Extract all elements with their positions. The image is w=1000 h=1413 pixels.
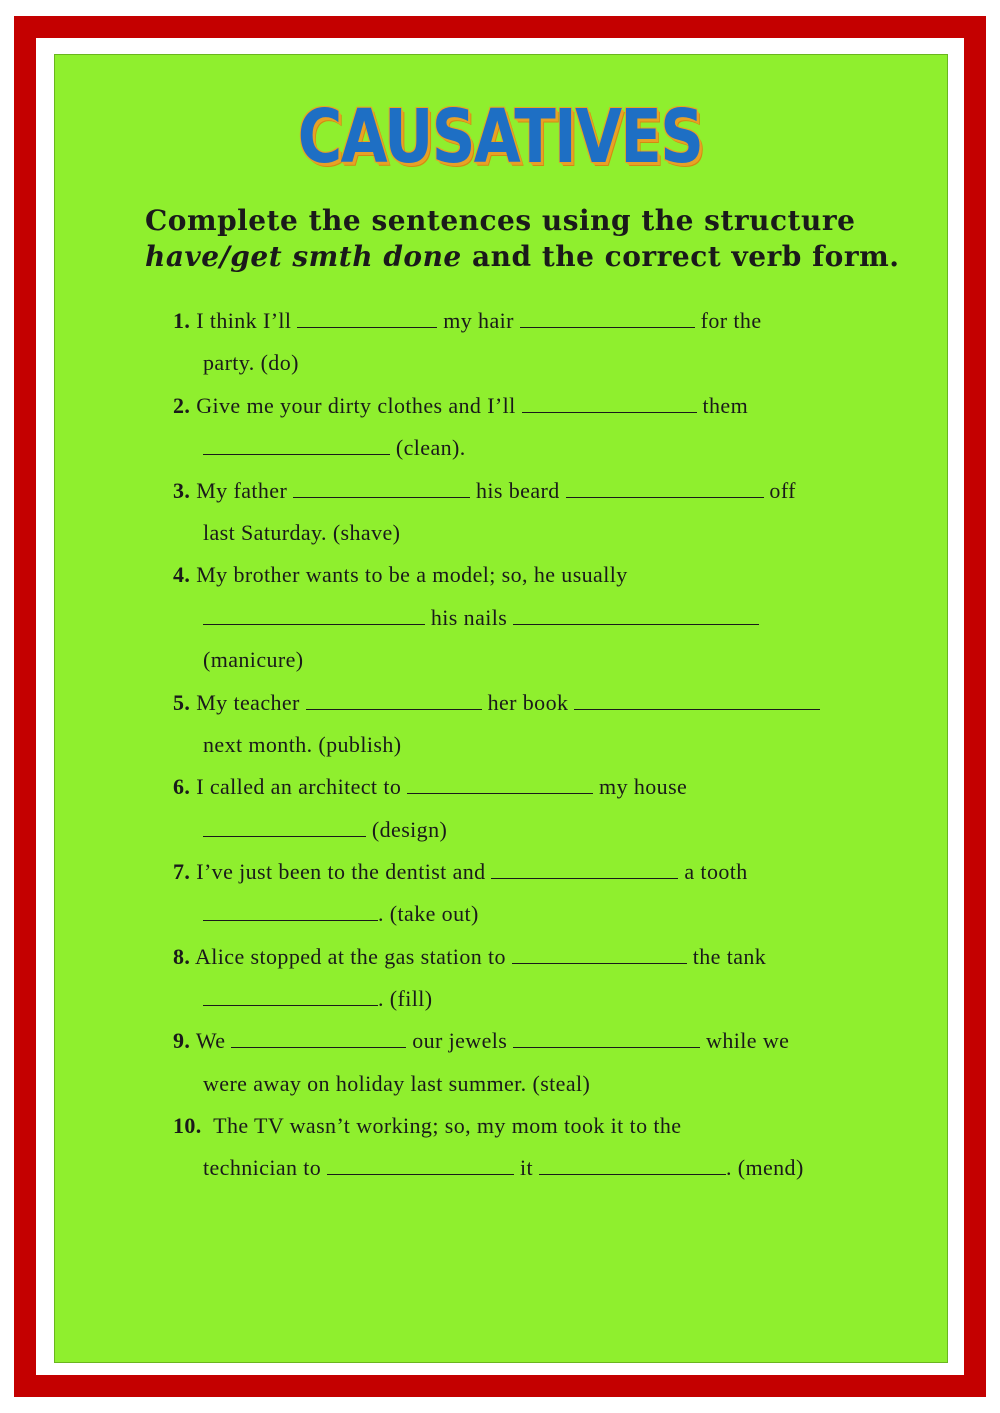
exercise-4-line-3 xyxy=(203,646,304,674)
exercise-number: 9. xyxy=(173,1028,191,1053)
exercise-3-line-1 xyxy=(173,477,796,505)
exercise-10-line-2 xyxy=(203,1154,804,1182)
exercise-4-line-2 xyxy=(203,604,759,632)
answer-blank[interactable] xyxy=(306,689,482,710)
exercise-number: 1. xyxy=(173,308,191,333)
answer-blank[interactable] xyxy=(327,1154,514,1175)
answer-blank[interactable] xyxy=(203,985,378,1006)
exercise-text: I called an architect to xyxy=(190,774,408,799)
exercise-text: my hair xyxy=(437,308,520,333)
exercise-number: 2. xyxy=(173,393,191,418)
instructions-line-1: Complete the sentences using the structure xyxy=(145,204,856,237)
exercise-2-line-2 xyxy=(203,434,466,462)
answer-blank[interactable] xyxy=(566,477,764,498)
exercise-text: . (take out) xyxy=(378,901,479,926)
instructions-structure: have/get smth done xyxy=(145,240,462,273)
answer-blank[interactable] xyxy=(512,943,687,964)
exercise-text: off xyxy=(763,478,796,503)
exercise-1-line-1 xyxy=(173,307,762,335)
exercise-text: My father xyxy=(190,478,294,503)
exercise-text: Alice stopped at the gas station to xyxy=(190,944,512,969)
answer-blank[interactable] xyxy=(407,773,593,794)
answer-blank[interactable] xyxy=(539,1154,726,1175)
instructions xyxy=(145,203,905,275)
exercise-number: 7. xyxy=(173,859,191,884)
exercise-text: his beard xyxy=(470,478,566,503)
exercise-2-line-1 xyxy=(173,392,748,420)
exercise-text: last Saturday. (shave) xyxy=(203,520,401,545)
exercise-7-line-2 xyxy=(203,900,479,928)
exercise-text: party. (do) xyxy=(203,350,299,375)
exercise-number: 6. xyxy=(173,774,191,799)
answer-blank[interactable] xyxy=(203,816,366,837)
exercise-number: 4. xyxy=(173,562,191,587)
answer-blank[interactable] xyxy=(574,689,820,710)
exercise-text: a tooth xyxy=(678,859,748,884)
exercise-text: her book xyxy=(481,690,575,715)
exercise-number: 10. xyxy=(173,1113,202,1138)
answer-blank[interactable] xyxy=(203,434,390,455)
exercise-6-line-1 xyxy=(173,773,687,801)
instructions-rest: and the correct verb form. xyxy=(461,240,900,273)
exercise-1-line-2 xyxy=(203,349,299,377)
instructions-line-2 xyxy=(145,239,905,275)
exercise-text: My brother wants to be a model; so, he usually xyxy=(190,562,628,587)
exercise-text: . (fill) xyxy=(378,986,433,1011)
exercise-text: our jewels xyxy=(406,1028,514,1053)
exercise-text: for the xyxy=(694,308,762,333)
exercise-text: . (mend) xyxy=(725,1155,804,1180)
exercise-text: (design) xyxy=(366,817,448,842)
exercise-5-line-2 xyxy=(203,731,401,759)
exercise-text: them xyxy=(696,393,749,418)
exercise-text: The TV wasn’t working; so, my mom took it to the xyxy=(201,1113,682,1138)
exercise-text: (manicure) xyxy=(203,647,304,672)
exercise-text: We xyxy=(190,1028,232,1053)
exercise-number: 5. xyxy=(173,690,191,715)
answer-blank[interactable] xyxy=(513,604,759,625)
exercise-3-line-2 xyxy=(203,519,400,547)
answer-blank[interactable] xyxy=(513,1027,700,1048)
answer-blank[interactable] xyxy=(231,1027,406,1048)
exercise-6-line-2 xyxy=(203,816,447,844)
answer-blank[interactable] xyxy=(203,900,378,921)
answer-blank[interactable] xyxy=(520,307,695,328)
exercise-text: My teacher xyxy=(190,690,306,715)
exercise-text: my house xyxy=(593,774,688,799)
exercise-text: while we xyxy=(700,1028,790,1053)
exercise-8-line-1 xyxy=(173,943,766,971)
exercise-text: I think I’ll xyxy=(190,308,298,333)
exercise-number: 3. xyxy=(173,478,191,503)
worksheet-title: CAUSATIVES xyxy=(297,94,703,180)
exercise-9-line-2 xyxy=(203,1070,590,1098)
exercise-text: (clean). xyxy=(390,435,466,460)
answer-blank[interactable] xyxy=(203,604,425,625)
exercise-4-line-1 xyxy=(173,561,628,589)
exercise-text: it xyxy=(514,1155,539,1180)
exercise-text: the tank xyxy=(686,944,767,969)
exercise-10-line-1 xyxy=(173,1112,681,1140)
exercise-text: technician to xyxy=(203,1155,328,1180)
exercise-8-line-2 xyxy=(203,985,433,1013)
exercise-text: next month. (publish) xyxy=(203,732,402,757)
exercise-9-line-1 xyxy=(173,1027,789,1055)
exercise-text: I’ve just been to the dentist and xyxy=(190,859,492,884)
answer-blank[interactable] xyxy=(297,307,437,328)
exercise-7-line-1 xyxy=(173,858,748,886)
exercise-text: were away on holiday last summer. (steal) xyxy=(203,1071,591,1096)
exercise-text: Give me your dirty clothes and I’ll xyxy=(190,393,522,418)
answer-blank[interactable] xyxy=(293,477,470,498)
answer-blank[interactable] xyxy=(522,392,697,413)
exercise-text: his nails xyxy=(425,605,514,630)
exercise-number: 8. xyxy=(173,944,191,969)
exercise-5-line-1 xyxy=(173,689,820,717)
answer-blank[interactable] xyxy=(491,858,678,879)
